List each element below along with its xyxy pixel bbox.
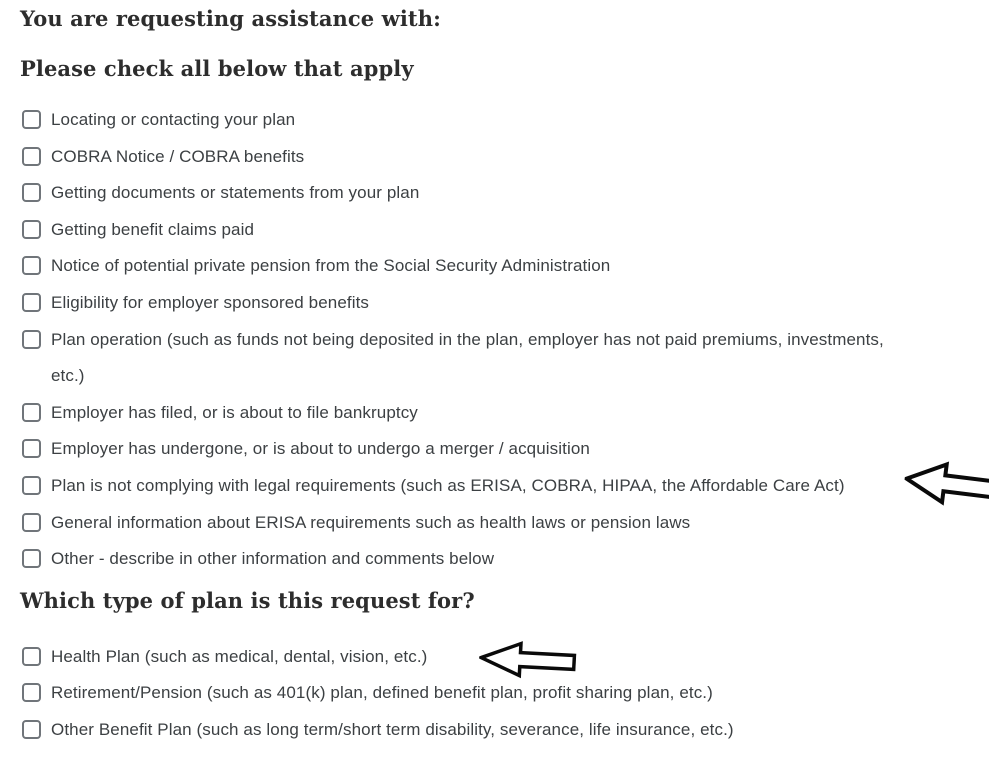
checkbox-label: Employer has undergone, or is about to undergo a merger / acquisition [51,439,590,459]
checkbox-row-cobra [0,139,989,176]
checkbox-other[interactable] [22,549,41,568]
checkbox-general-info[interactable] [22,513,41,532]
checkbox-label: Getting documents or statements from your plan [51,183,420,203]
checkbox-locating-plan[interactable] [22,110,41,129]
checkbox-label: COBRA Notice / COBRA benefits [51,146,305,166]
checkbox-label [51,322,884,395]
plan-type-checklist [0,639,989,749]
checkbox-merger[interactable] [22,439,41,458]
checkbox-row-general-info [0,505,989,542]
section-title-check-all: Please check all below that apply [20,56,414,81]
checkbox-row-documents [0,175,989,212]
checkbox-label: Eligibility for employer sponsored benefits [51,292,370,312]
checkbox-retirement-pension[interactable] [22,683,41,702]
checkbox-cobra[interactable] [22,147,41,166]
checkbox-row-legal-compliance [0,468,989,505]
checkbox-other-benefit-plan[interactable] [22,720,41,739]
checkbox-bankruptcy[interactable] [22,403,41,422]
checkbox-label: Locating or contacting your plan [51,110,296,129]
checkbox-row-locating-plan [0,102,989,139]
checkbox-label: Notice of potential private pension from the Social Security Administration [51,256,611,276]
checkbox-label: Other - describe in other information and comments below [51,549,495,569]
checkbox-row-eligibility [0,285,989,322]
checkbox-plan-operation[interactable] [22,330,41,349]
checkbox-legal-compliance[interactable] [22,476,41,495]
assistance-checklist [0,102,989,578]
checkbox-row-pension-notice [0,248,989,285]
checkbox-row-other [0,541,989,578]
checkbox-health-plan[interactable] [22,647,41,666]
checkbox-row-claims-paid [0,212,989,249]
checkbox-row-other-benefit-plan [0,712,989,749]
checkbox-label: Employer has filed, or is about to file bankruptcy [51,402,418,422]
checkbox-row-health-plan [0,639,989,676]
section-title-plan-type: Which type of plan is this request for? [20,587,475,613]
checkbox-label: Other Benefit Plan (such as long term/short term disability, severance, life insurance, etc.) [51,719,734,739]
checkbox-documents[interactable] [22,183,41,202]
checkbox-row-plan-operation [0,322,989,395]
checkbox-claims-paid[interactable] [22,220,41,239]
checkbox-eligibility[interactable] [22,293,41,312]
checkbox-row-merger [0,431,989,468]
checkbox-pension-notice[interactable] [22,256,41,275]
checkbox-label: Getting benefit claims paid [51,219,255,239]
checkbox-label: Health Plan (such as medical, dental, vision, etc.) [51,646,428,666]
checkbox-label: Plan is not complying with legal requirements (such as ERISA, COBRA, HIPAA, the Affordable Care Act) [51,475,845,495]
checkbox-label-line2: etc.) [51,366,85,386]
checkbox-label: General information about ERISA requirements such as health laws or pension laws [51,512,691,532]
checkbox-label-line1: Plan operation (such as funds not being deposited in the plan, employer has not paid premiums, investments, [51,329,884,349]
checkbox-row-retirement-pension [0,675,989,712]
page-title: You are requesting assistance with: [20,6,441,31]
checkbox-label: Retirement/Pension (such as 401(k) plan, defined benefit plan, profit sharing plan, etc.) [51,683,713,703]
checkbox-row-bankruptcy [0,395,989,432]
